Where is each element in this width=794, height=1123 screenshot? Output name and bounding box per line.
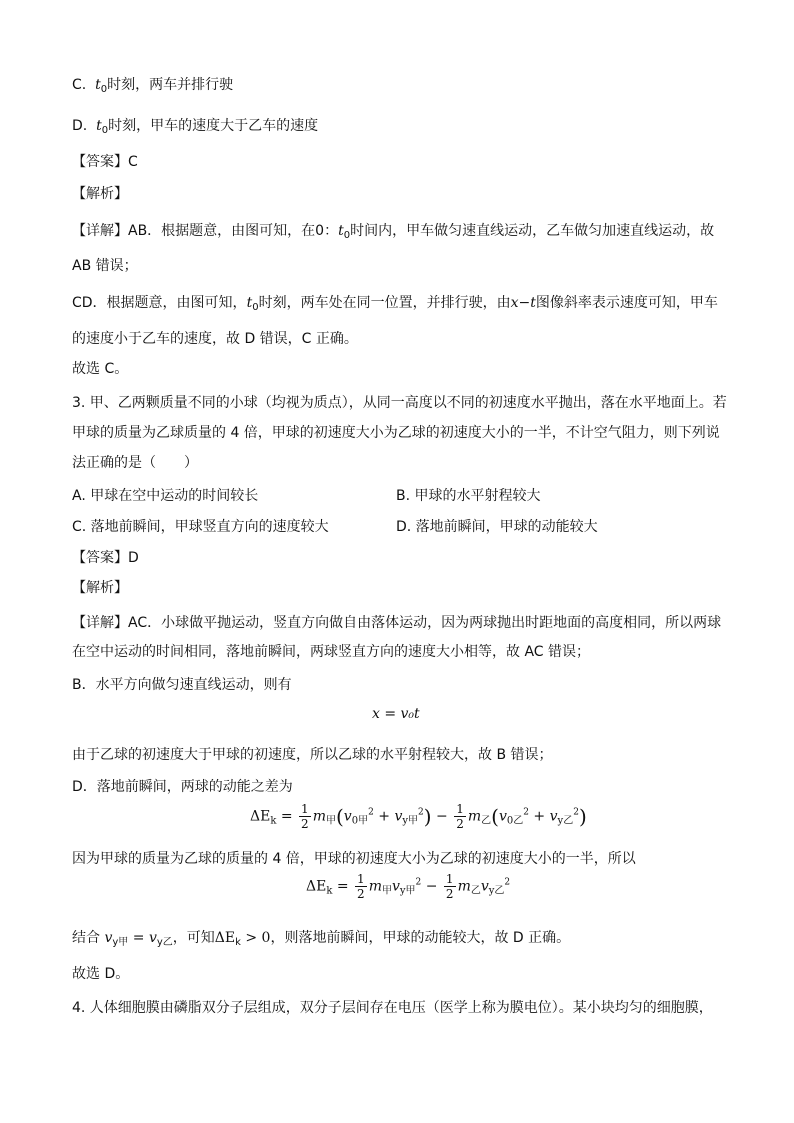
detail-line: B．水平方向做匀速直线运动，则有 — [72, 677, 292, 693]
detail-line: D．落地前瞬间，两球的动能之差为 — [72, 779, 293, 795]
detail-line: 因为甲球的质量为乙球的质量的 4 倍，甲球的初速度大小为乙球的初速度大小的一半，所以 — [72, 851, 636, 867]
analysis-label: 【解析】 — [72, 580, 128, 596]
choose-answer: 故选 C。 — [72, 361, 129, 377]
option-d: D. $t_0$时刻，甲车的速度大于乙车的速度 — [72, 118, 319, 136]
analysis-label: 【解析】 — [72, 186, 128, 202]
option-c: C. 落地前瞬间，甲球竖直方向的速度较大 — [72, 519, 329, 535]
option-c: C. $t_0$时刻，两车并排行驶 — [72, 77, 234, 95]
question-3-line: 法正确的是（ ） — [72, 455, 198, 471]
detail-paragraph: 【详解】AB．根据题意，由图可知，在0：$t_0$时间内，甲车做匀速直线运动，乙车做匀加速直线运动，故 — [72, 223, 715, 241]
detail-line: AB 错误； — [72, 258, 138, 274]
option-b: B. 甲球的水平射程较大 — [396, 488, 541, 504]
detail-paragraph: CD．根据题意，由图可知，$t_0$时刻，两车处在同一位置，并排行驶，由x−t图像斜率表示速度可知，甲车 — [72, 295, 718, 313]
detail-line: 结合 $v_{y甲} = v_{y乙}$，可知$\Delta E_k > 0$，则落地前瞬间，甲球的动能较大，故 D 正确。 — [72, 930, 571, 948]
detail-line: 的速度小于乙车的速度，故 D 错误，C 正确。 — [72, 331, 358, 347]
answer-label: 【答案】D — [72, 550, 139, 566]
option-a: A. 甲球在空中运动的时间较长 — [72, 488, 259, 504]
choose-answer: 故选 D。 — [72, 966, 130, 982]
question-4-line: 4. 人体细胞膜由磷脂双分子层组成，双分子层间存在电压（医学上称为膜电位）。某小块均匀的细胞膜， — [72, 1000, 713, 1016]
t-variable: t — [95, 77, 101, 93]
option-d: D. 落地前瞬间，甲球的动能较大 — [396, 519, 598, 535]
detail-line: 【详解】AC．小球做平抛运动，竖直方向做自由落体运动，因为两球抛出时距地面的高度相同，所以两球 — [72, 615, 722, 631]
equation-kinetic-energy-diff: $\Delta E_k$ = $\frac{1}{2}$ $m_甲(v_{0甲}^2 + v_{y甲}^2)$ − $\frac{1}{2}$ $m_乙(v_{0乙}^2 + v_{y乙}^2)$ — [250, 802, 587, 831]
question-3-line: 甲球的质量为乙球质量的 4 倍，甲球的初速度大小为乙球的初速度大小的一半，不计空气阻力，则下列说 — [72, 425, 720, 441]
equation-range: x = v₀t — [372, 706, 420, 722]
question-3-line: 3. 甲、乙两颗质量不同的小球（均视为质点），从同一高度以不同的初速度水平抛出，落在水平地面上。若 — [72, 395, 727, 411]
detail-line: 由于乙球的初速度大于甲球的初速度，所以乙球的水平射程较大，故 B 错误； — [72, 747, 553, 763]
answer-label: 【答案】C — [72, 154, 138, 170]
equation-kinetic-energy-simplified: $\Delta E_k$ = $\frac{1}{2}$ $m_甲v_{y甲}^2$ − $\frac{1}{2}$ $m_乙v_{y乙}^2$ — [306, 872, 511, 901]
detail-line: 在空中运动的时间相同，落地前瞬间，两球竖直方向的速度大小相等，故 AC 错误； — [72, 644, 591, 660]
